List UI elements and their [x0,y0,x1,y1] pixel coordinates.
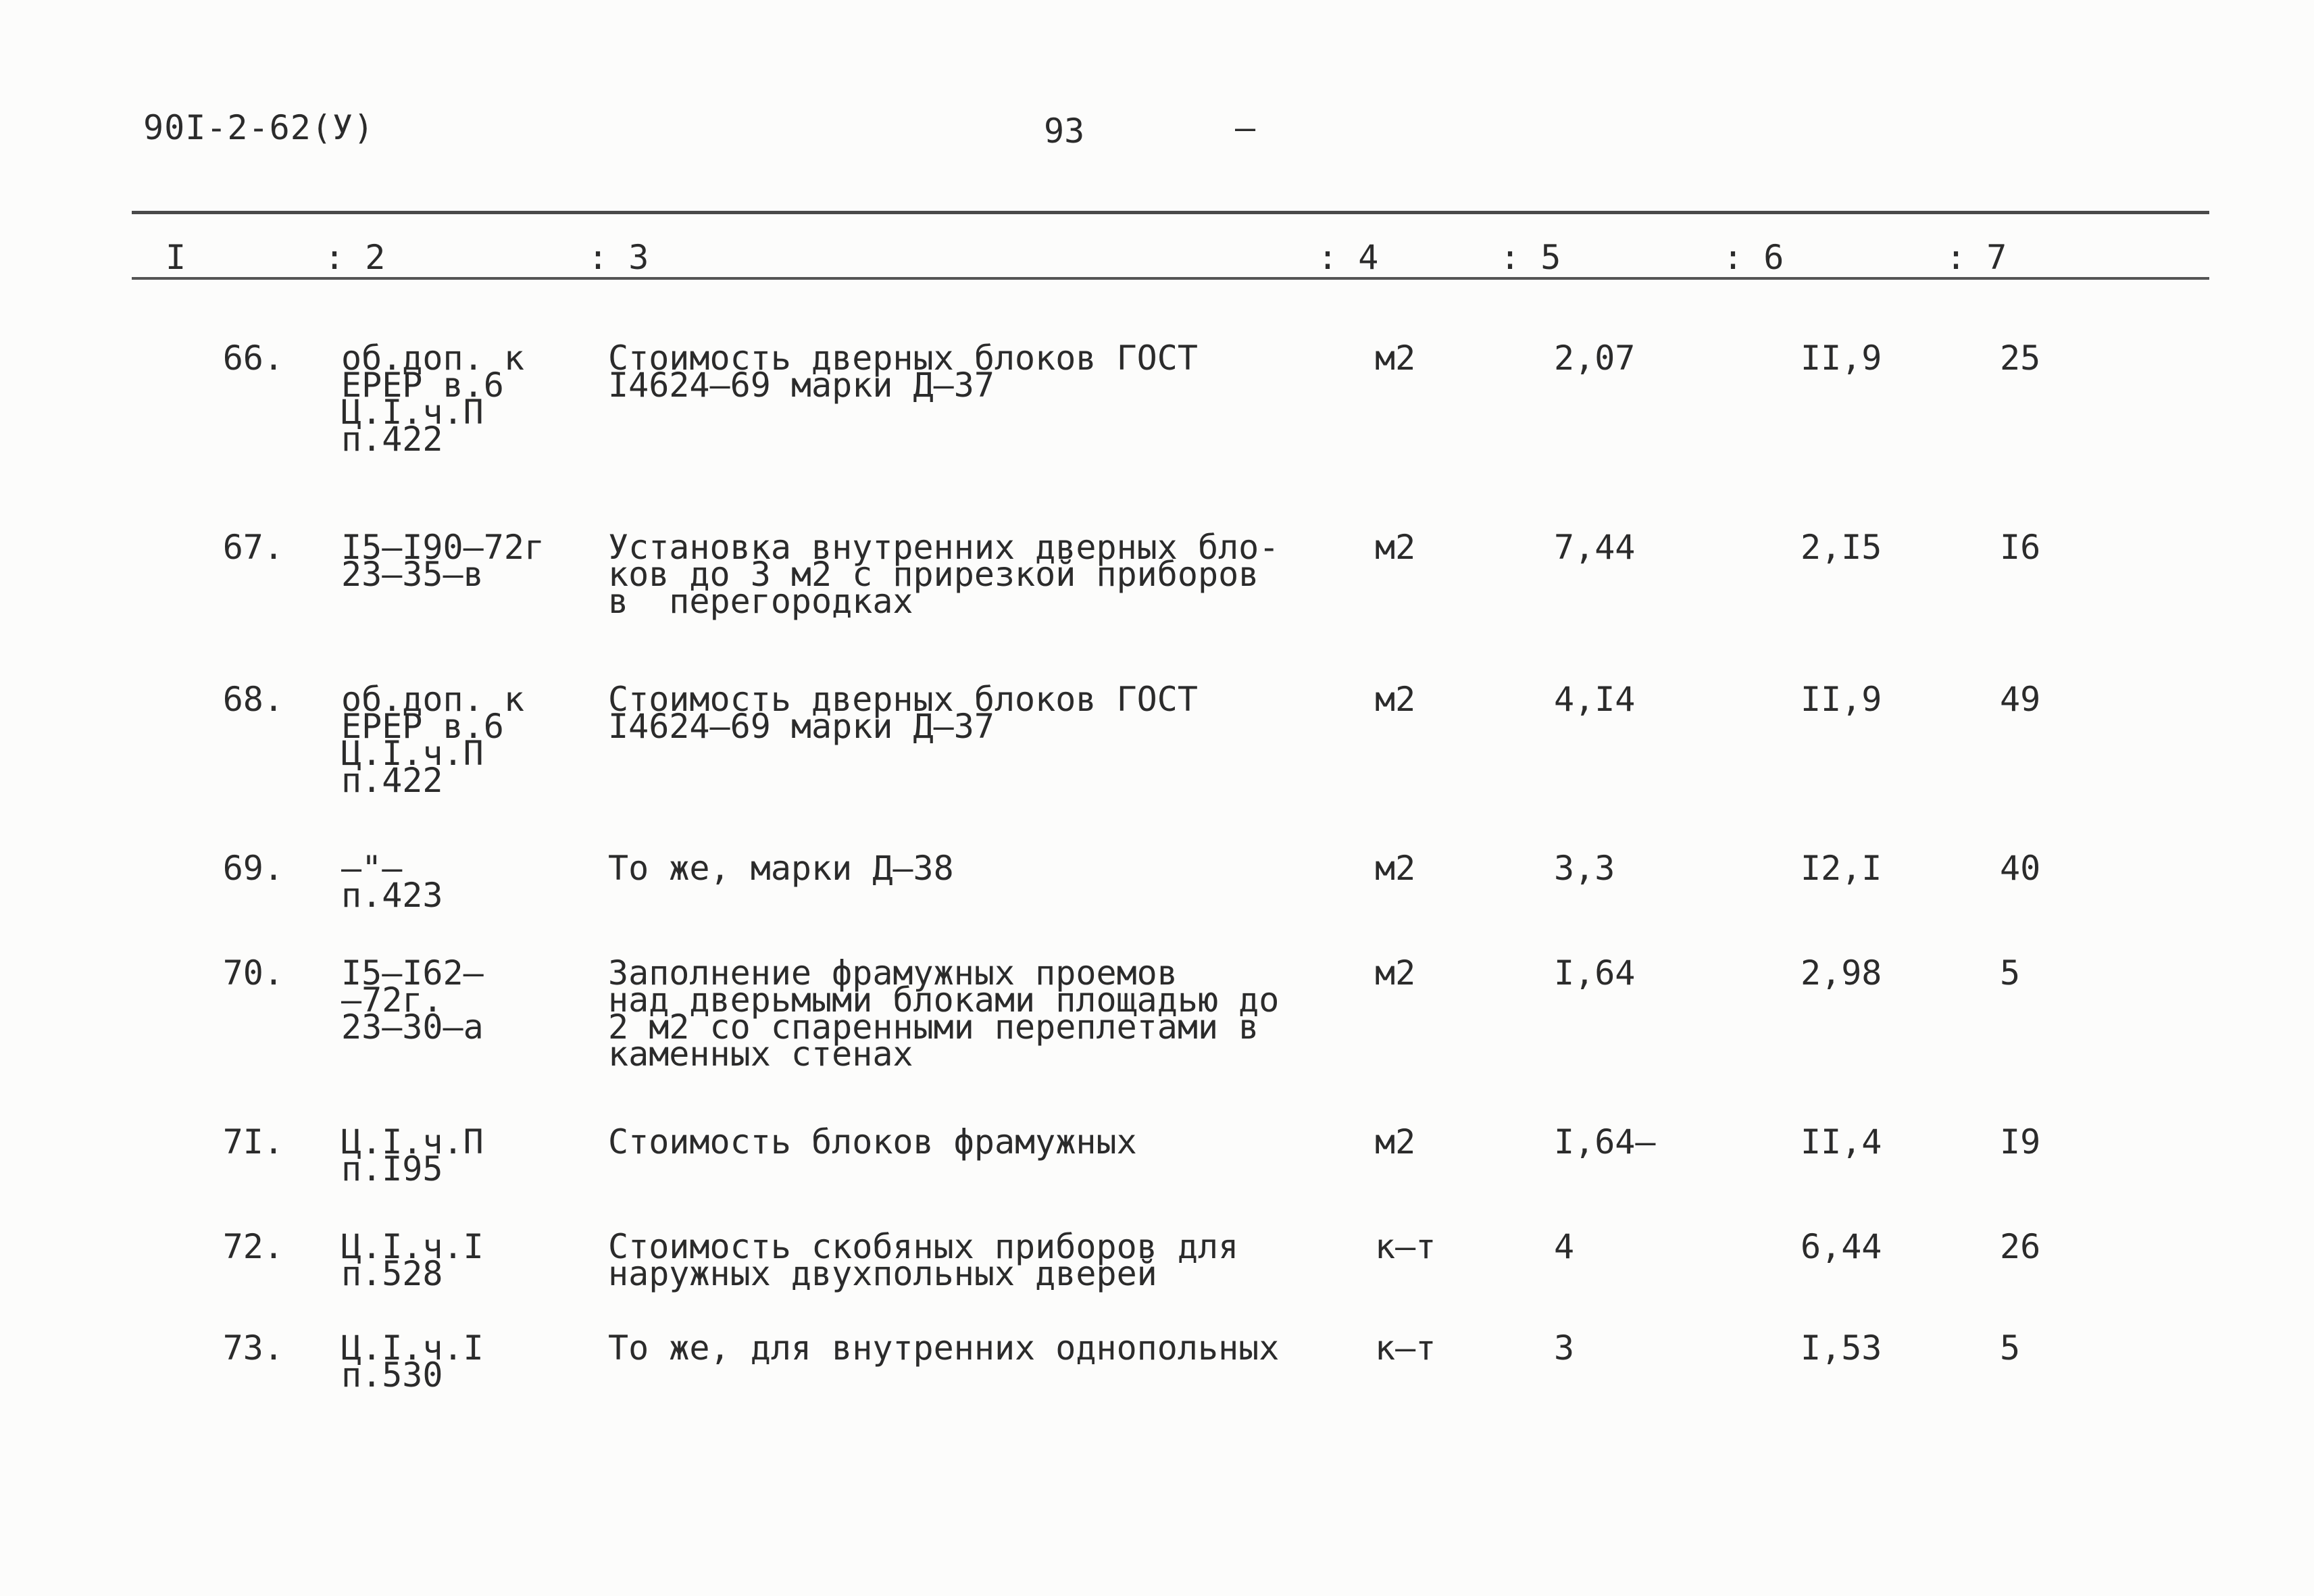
row-number: 72. [222,1227,284,1266]
row-price: II,9 [1801,680,1882,719]
column-number-1: I [166,238,186,277]
row-description: Стоимость дверных блоков ГОСТ I4624–69 марки Д–37 [608,680,1198,746]
row-unit: м2 [1375,680,1416,719]
row-total: 26 [2000,1227,2041,1266]
header-rule [132,277,2209,280]
row-total: 49 [2000,680,2041,719]
row-price: I,53 [1801,1328,1882,1368]
row-reference: I5–I90–72г 23–35–в [341,528,545,594]
row-unit: м2 [1375,1122,1416,1162]
row-quantity: 4 [1554,1227,1575,1266]
row-quantity: 3 [1554,1328,1575,1368]
row-price: II,4 [1801,1122,1882,1162]
row-number: 66. [222,339,284,378]
row-total: I6 [2000,528,2041,567]
row-quantity: 3,3 [1554,849,1615,888]
row-number: 69. [222,849,284,888]
row-quantity: 2,07 [1554,339,1636,378]
row-description: Стоимость дверных блоков ГОСТ I4624–69 марки Д–37 [608,339,1198,405]
row-description: То же, марки Д–38 [608,849,954,888]
column-number-4: : 4 [1317,238,1379,277]
row-number: 7I. [222,1122,284,1162]
column-number-6: : 6 [1723,238,1784,277]
row-price: 6,44 [1801,1227,1882,1266]
row-number: 68. [222,680,284,719]
column-number-2: : 2 [324,238,386,277]
row-total: 40 [2000,849,2041,888]
header-dash: – [1235,108,1256,147]
row-total: 5 [2000,953,2021,993]
row-unit: к–т [1375,1227,1436,1266]
row-description: Стоимость блоков фрамужных [608,1122,1137,1162]
row-reference: Ц.I.ч.I п.528 [341,1227,484,1293]
row-description: Установка внутренних дверных бло- ков до 3 м2 с прирезкой приборов в перегородках [608,528,1280,621]
row-quantity: 7,44 [1554,528,1636,567]
row-unit: м2 [1375,339,1416,378]
row-total: 5 [2000,1328,2021,1368]
page-number: 93 [1044,111,1085,151]
column-number-5: : 5 [1500,238,1561,277]
row-reference: –"– п.423 [341,849,443,915]
column-number-3: : 3 [588,238,649,277]
row-price: 2,98 [1801,953,1882,993]
row-reference: об.доп. к ЕРЕР в.6 Ц.I.ч.П п.422 [341,680,524,800]
row-number: 70. [222,953,284,993]
row-total: I9 [2000,1122,2041,1162]
row-unit: к–т [1375,1328,1436,1368]
top-rule [132,211,2209,214]
row-reference: об.доп. к ЕРЕР в.6 Ц.I.ч.П п.422 [341,339,524,459]
row-price: II,9 [1801,339,1882,378]
row-unit: м2 [1375,528,1416,567]
row-reference: Ц.I.ч.I п.530 [341,1328,484,1395]
row-quantity: I,64 [1554,953,1636,993]
row-quantity: I,64– [1554,1122,1656,1162]
row-number: 73. [222,1328,284,1368]
row-reference: I5–I62– –72г. 23–30–а [341,953,484,1047]
row-reference: Ц.I.ч.П п.I95 [341,1122,484,1189]
row-quantity: 4,I4 [1554,680,1636,719]
row-price: I2,I [1801,849,1882,888]
row-description: Стоимость скобяных приборов для наружных двухпольных дверей [608,1227,1239,1293]
row-description: То же, для внутренних однопольных [608,1328,1280,1368]
column-number-7: : 7 [1946,238,2007,277]
row-price: 2,I5 [1801,528,1882,567]
document-code: 90I-2-62(У) [143,108,375,147]
row-number: 67. [222,528,284,567]
row-total: 25 [2000,339,2041,378]
row-unit: м2 [1375,849,1416,888]
row-description: Заполнение фрамужных проемов над дверьмыми блоками площадью до 2 м2 со спаренными переплетами в каменных стенах [608,953,1280,1074]
row-unit: м2 [1375,953,1416,993]
